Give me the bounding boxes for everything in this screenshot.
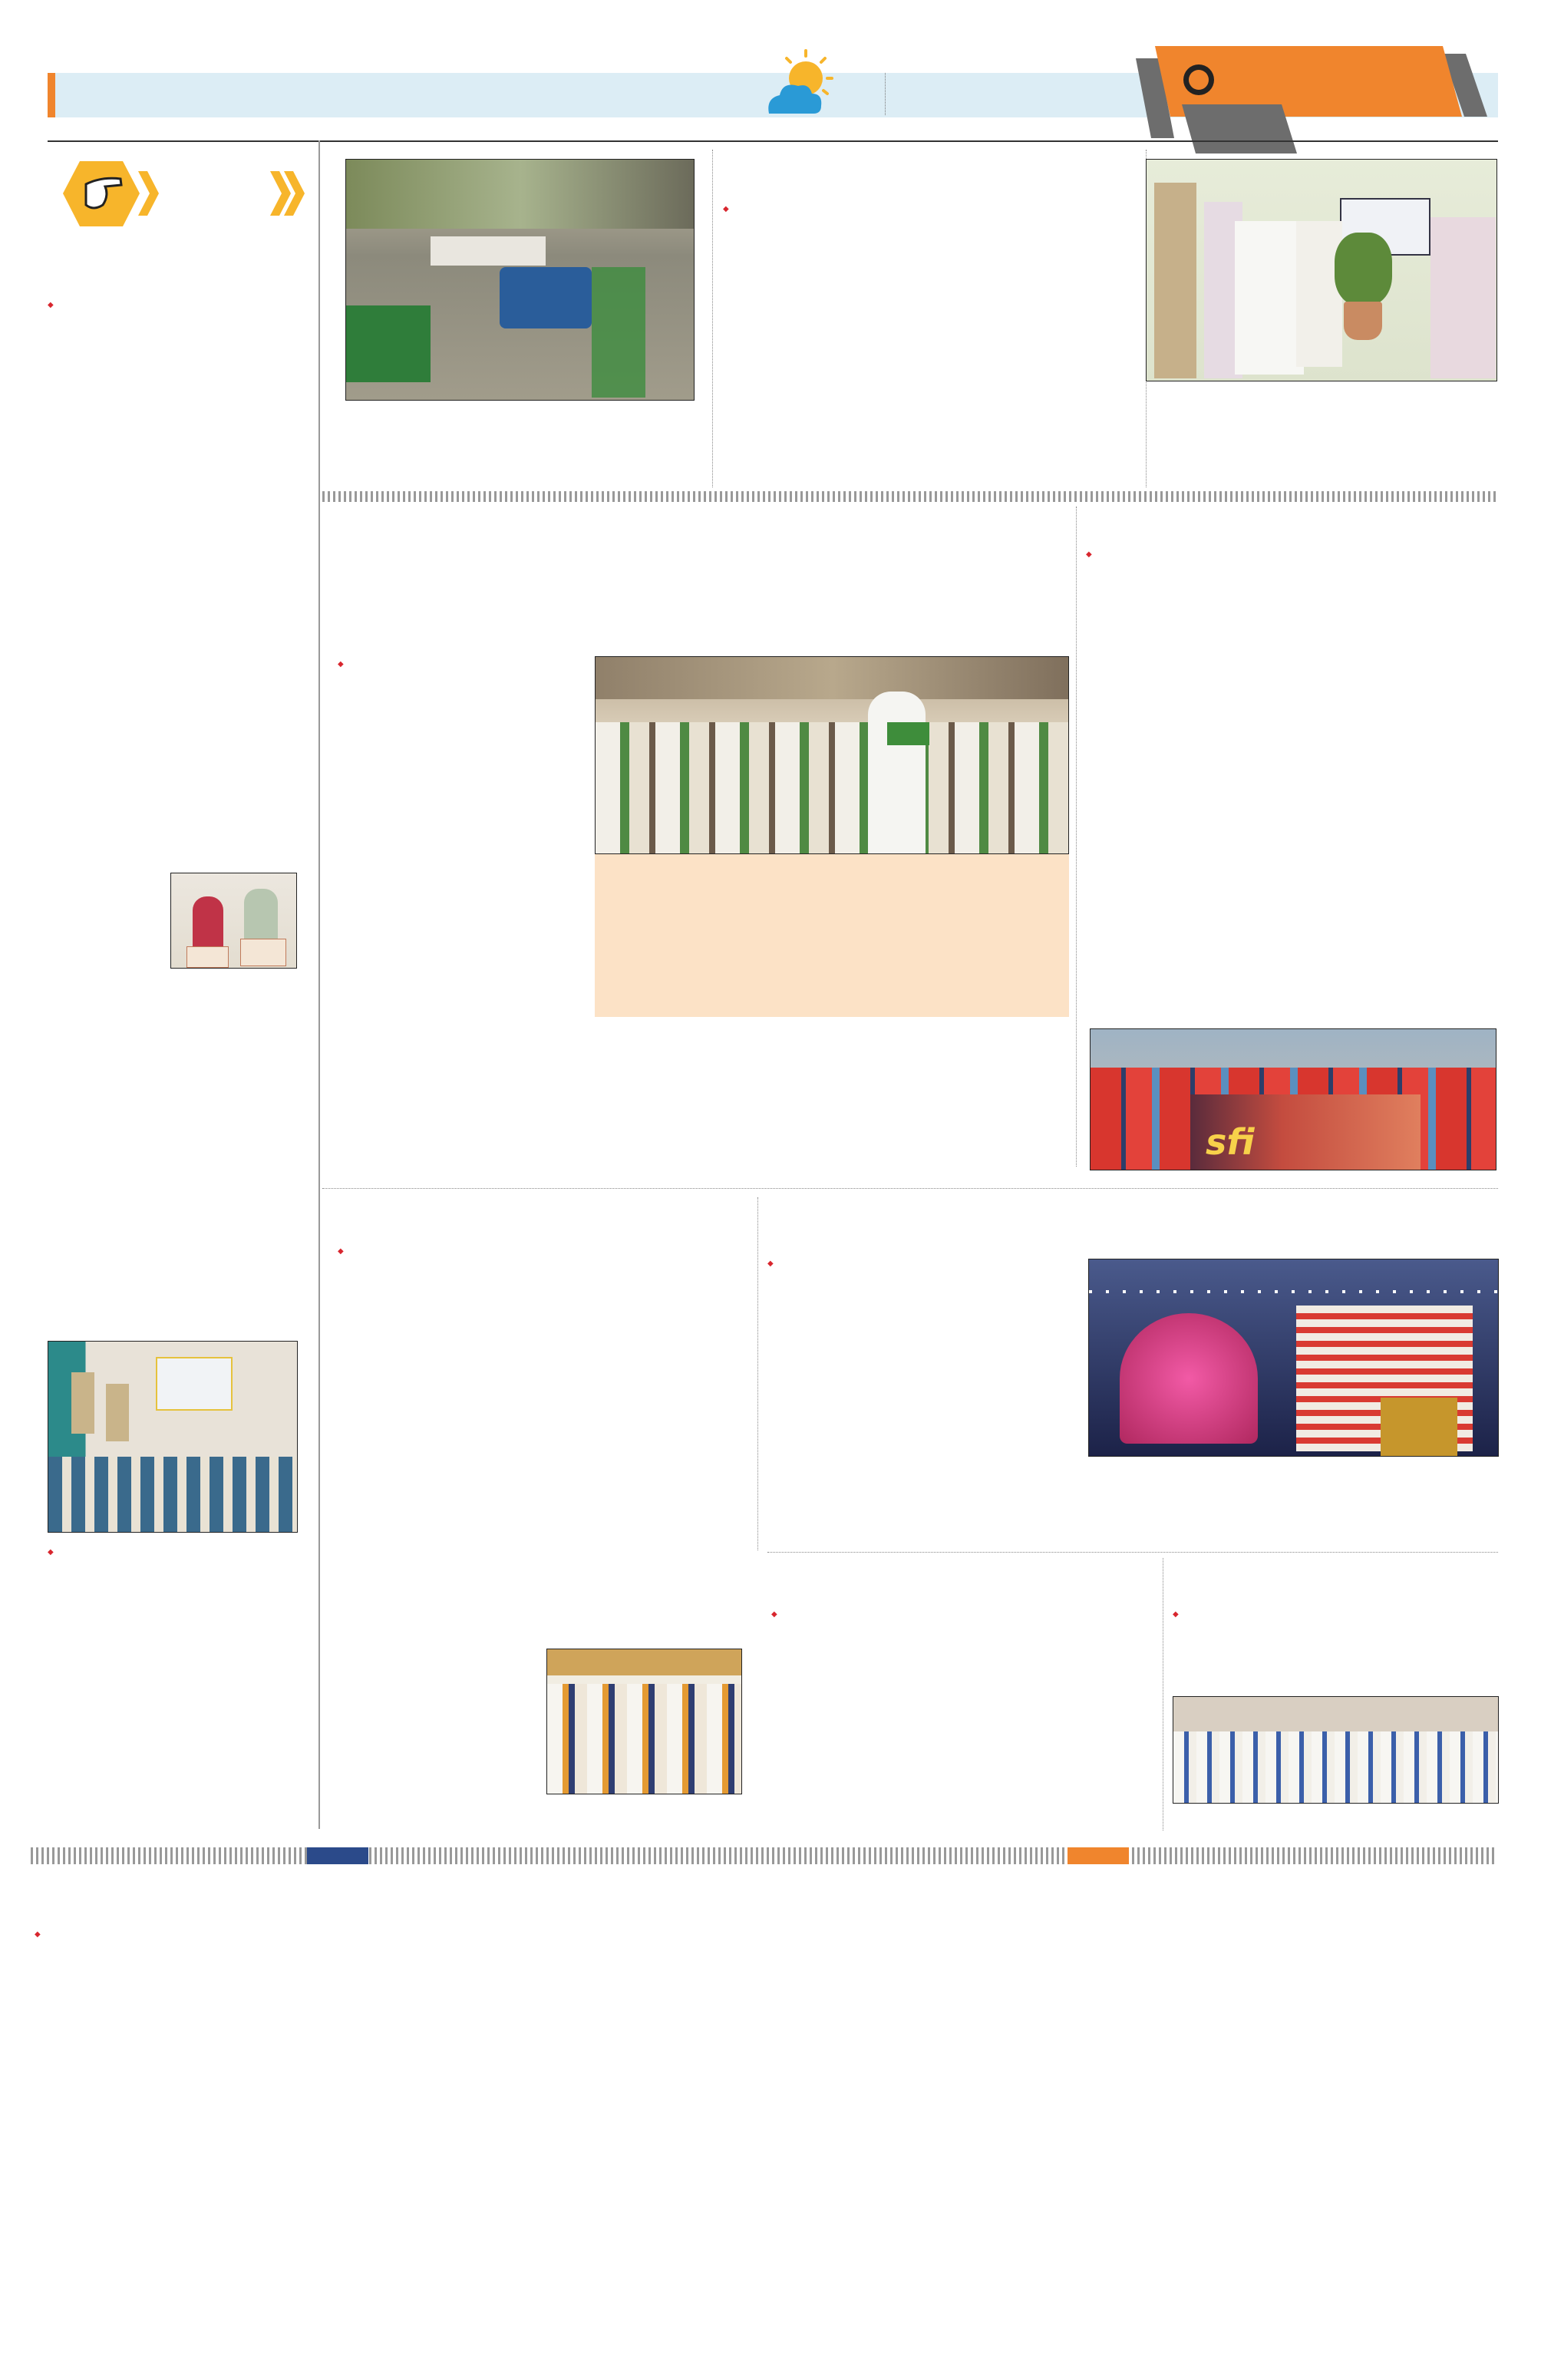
certificate	[240, 939, 286, 966]
banner	[156, 1357, 233, 1411]
lead-col1	[338, 656, 591, 674]
person-figure	[1235, 221, 1304, 375]
masthead-rule	[48, 140, 1498, 142]
speaker-figure	[868, 692, 926, 854]
tractor-protest-photo	[345, 159, 695, 401]
sfi-banner	[1190, 1094, 1421, 1170]
students-group	[1173, 1731, 1499, 1804]
blue-tractor	[500, 267, 592, 328]
fire-safety-photo	[48, 1341, 298, 1533]
dateline	[35, 1929, 43, 1941]
story-body	[48, 295, 309, 314]
school-students-photo	[1173, 1696, 1499, 1804]
masthead-accent	[48, 73, 55, 117]
temp-divider	[885, 73, 886, 115]
story-body	[723, 201, 1137, 218]
lights	[1089, 1290, 1499, 1293]
guests-row	[547, 1684, 742, 1794]
certificate	[186, 946, 229, 968]
green-shawl	[887, 722, 929, 745]
students-photo	[170, 873, 297, 969]
kannada-event-photo	[546, 1649, 742, 1794]
weather-partly-cloudy-icon	[766, 46, 835, 119]
section-rule	[322, 1188, 1498, 1189]
column-rule	[757, 1197, 758, 1550]
left-column-divider	[318, 140, 320, 1829]
plant	[1335, 233, 1392, 305]
story-col1	[35, 1926, 265, 1945]
kirusuddi-badge	[48, 157, 309, 230]
crowd	[596, 722, 1069, 854]
section-divider-stripe	[322, 491, 1498, 502]
dateline	[338, 1246, 346, 1258]
newspaper-logo	[1136, 46, 1489, 153]
decorated-chariot	[1120, 1313, 1258, 1444]
green-tractor	[346, 305, 431, 382]
dateline	[48, 1545, 56, 1559]
green-flag	[592, 267, 645, 398]
sfi-rally-photo	[1090, 1028, 1496, 1170]
officer-figure	[71, 1372, 94, 1434]
stripe-accent-orange	[1067, 1847, 1129, 1864]
dateline	[723, 203, 731, 216]
dateline	[771, 1609, 780, 1621]
girl-figure	[193, 896, 223, 950]
story-col1	[338, 1243, 530, 1261]
officer-figure	[106, 1384, 129, 1441]
trees	[346, 160, 695, 229]
section-divider-stripe	[31, 1847, 1496, 1864]
dateline	[1086, 549, 1094, 561]
dateline	[48, 298, 56, 312]
dateline	[767, 1258, 776, 1270]
sidebar-headline	[595, 854, 1069, 867]
person-figure	[1296, 221, 1342, 367]
sfi-logo-text: sfi	[1206, 1121, 1255, 1163]
tractor-canopy	[431, 236, 546, 266]
temple-festival-photo	[1088, 1259, 1499, 1457]
stripe-accent-navy	[307, 1847, 368, 1864]
dateline	[1173, 1609, 1181, 1621]
column-rule	[1076, 507, 1077, 1167]
story-col1	[1086, 546, 1287, 564]
story-body	[771, 1606, 1155, 1625]
story-body	[767, 1256, 1078, 1274]
pointing-hand-icon	[48, 157, 309, 230]
column-rule	[712, 150, 713, 487]
section-rule	[767, 1552, 1498, 1553]
flower-pot	[1344, 302, 1382, 340]
sidebar-box	[595, 854, 1069, 1017]
officer-figure	[1154, 183, 1196, 378]
person-figure	[1430, 217, 1496, 378]
tent	[596, 657, 1069, 699]
story-body	[1173, 1606, 1499, 1625]
audience	[48, 1457, 298, 1533]
dateline	[338, 659, 346, 671]
procession	[1381, 1398, 1457, 1457]
farmers-meeting-photo	[595, 656, 1069, 854]
eye-camp-inauguration-photo	[1146, 159, 1497, 381]
story-body	[48, 1543, 309, 1562]
